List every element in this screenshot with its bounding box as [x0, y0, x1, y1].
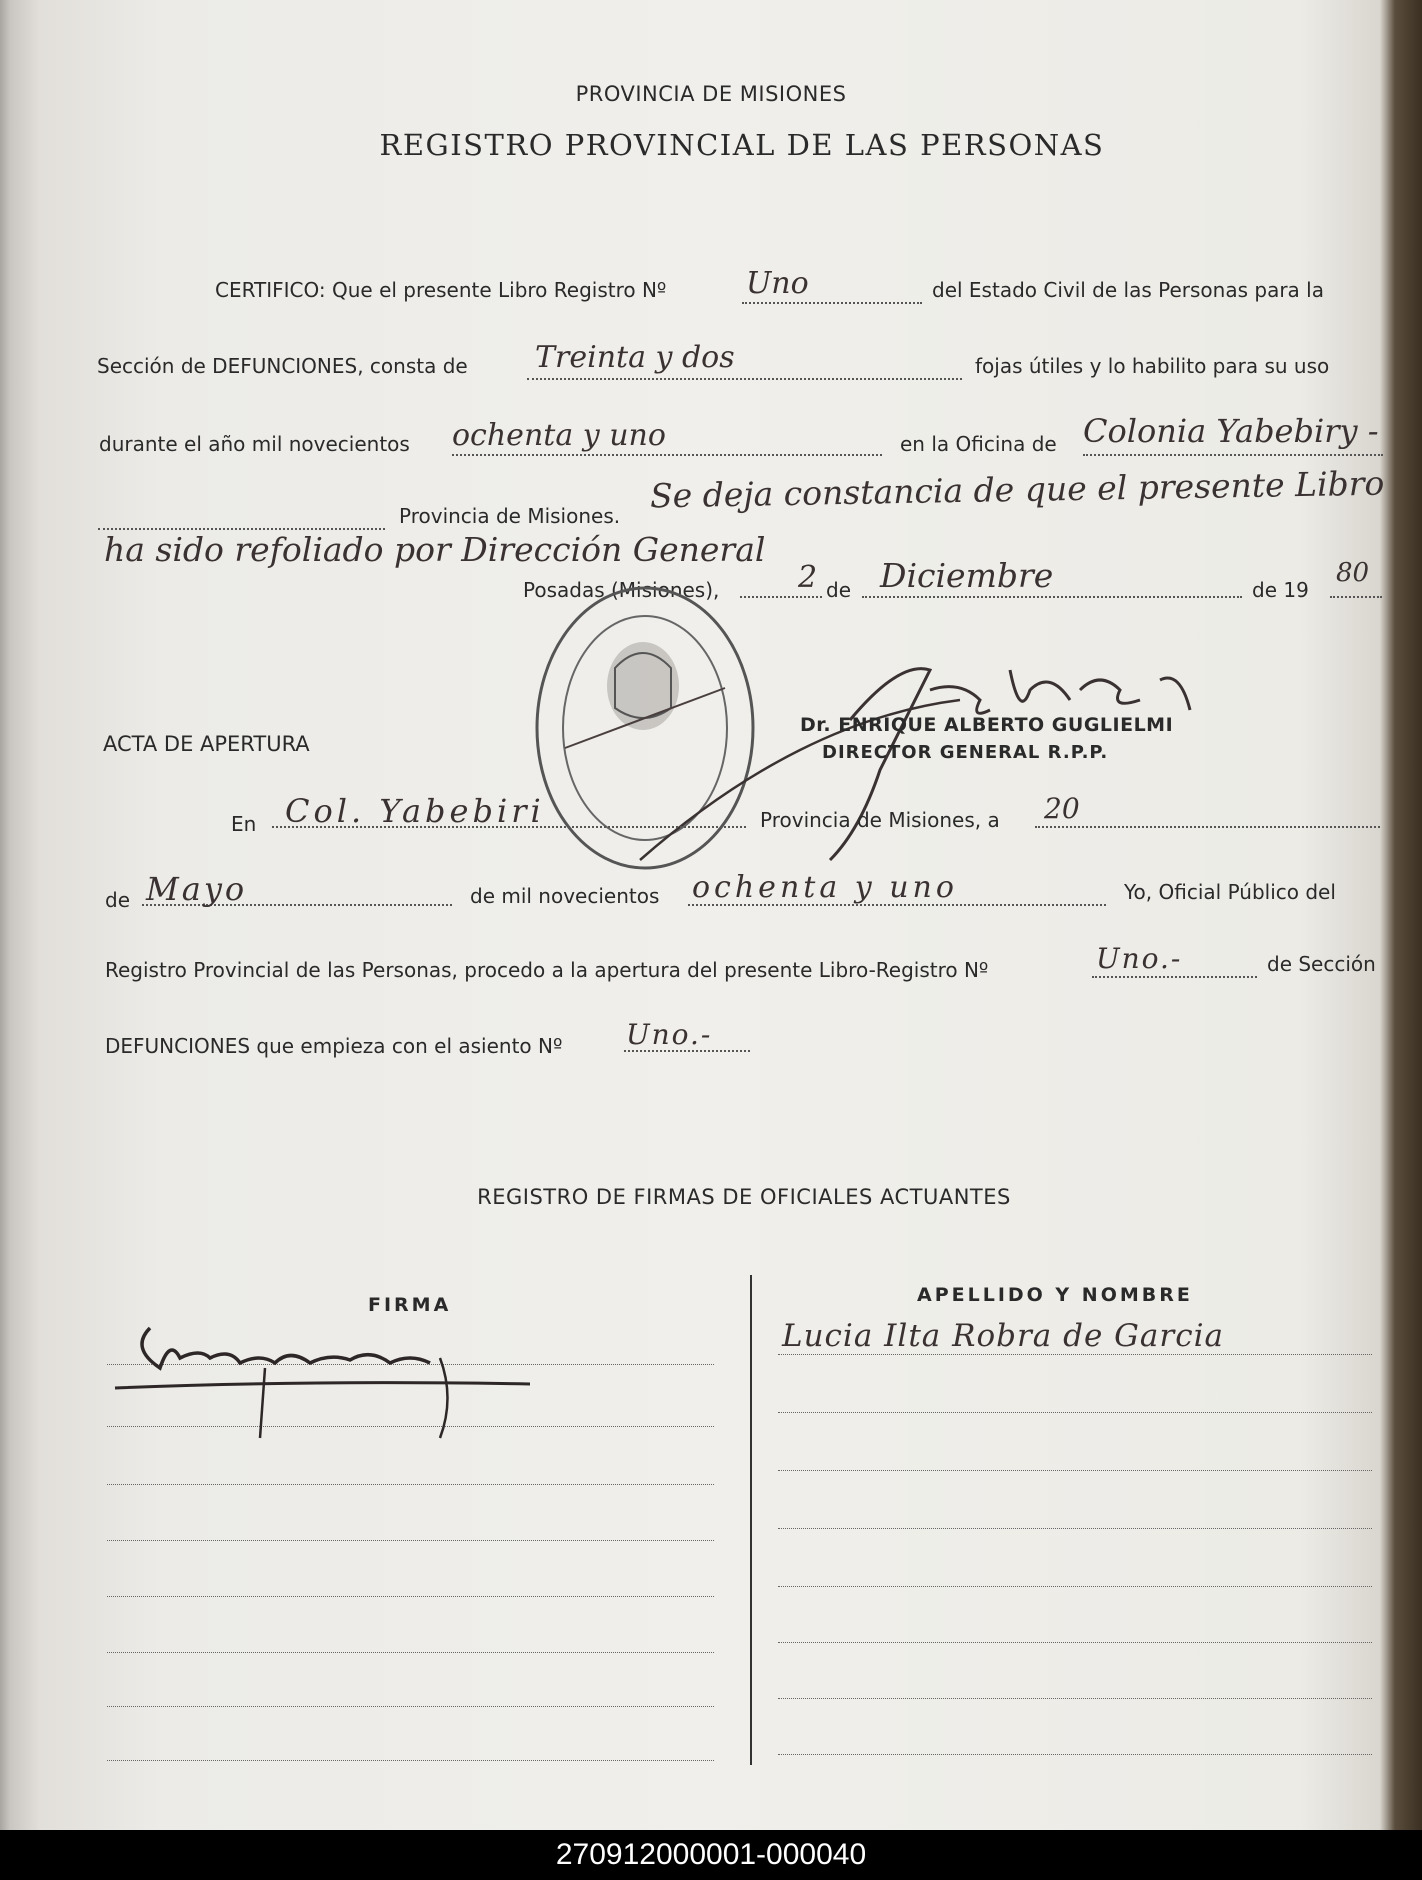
book-number-handwritten: Uno [746, 266, 809, 301]
book-number-line [742, 302, 922, 304]
day-handwritten: 2 [798, 560, 818, 595]
name-line [778, 1470, 1372, 1471]
entry-number-handwritten: Uno.- [626, 1018, 713, 1051]
signature-line [107, 1706, 714, 1707]
col-signature-header: FIRMA [368, 1294, 452, 1316]
name-line [778, 1642, 1372, 1643]
official-name-handwritten: Lucia Ilta Robra de Garcia [782, 1318, 1224, 1354]
name-line [778, 1412, 1372, 1413]
location-handwritten: Col. Yabebiri [285, 792, 545, 830]
note-handwritten-1: Se deja constancia de que el presente Libro [649, 463, 1385, 516]
opening-day-line [1035, 826, 1380, 828]
opening-day-handwritten: 20 [1044, 792, 1080, 825]
signature-line [107, 1652, 714, 1653]
opening-line3-prefix: Registro Provincial de las Personas, procedo a la apertura del presente Libro-Registro Nº [105, 958, 989, 982]
year-words-handwritten: ochenta y uno [452, 418, 666, 453]
col-name-header: APELLIDO Y NOMBRE [917, 1284, 1193, 1306]
registry-heading: REGISTRO PROVINCIAL DE LAS PERSONAS [379, 128, 1105, 162]
cert-line1-prefix: CERTIFICO: Que el presente Libro Registro Nº [215, 278, 667, 302]
image-id-label: 270912000001-000040 [555, 1838, 867, 1871]
cert-line4: Provincia de Misiones. [399, 504, 621, 528]
official-signature [110, 1308, 530, 1448]
opening-line3-suffix: de Sección [1267, 952, 1376, 976]
month-line [862, 596, 1242, 598]
opening-book-handwritten: Uno.- [1096, 942, 1183, 975]
opening-mil: de mil novecientos [470, 884, 660, 908]
de-label-1: de [826, 578, 851, 602]
signatory-name: Dr. ENRIQUE ALBERTO GUGLIELMI [800, 714, 1174, 736]
opening-year-handwritten: ochenta y uno [692, 870, 958, 905]
signatures-heading: REGISTRO DE FIRMAS DE OFICIALES ACTUANTES [477, 1185, 1011, 1209]
opening-en: En [231, 812, 257, 836]
opening-month-handwritten: Mayo [146, 870, 248, 908]
office-handwritten: Colonia Yabebiry - [1083, 412, 1379, 450]
opening-book-line [1092, 976, 1257, 978]
name-line [778, 1698, 1372, 1699]
place-label: Posadas (Misiones), [523, 578, 720, 602]
opening-province-text: Provincia de Misiones, a [760, 808, 1000, 832]
cert-line3-middle: en la Oficina de [900, 432, 1057, 456]
name-line [778, 1528, 1372, 1529]
opening-de: de [105, 888, 130, 912]
year-words-line [452, 454, 882, 456]
opening-line4-prefix: DEFUNCIONES que empieza con el asiento Nº [105, 1034, 563, 1058]
name-line [778, 1754, 1372, 1755]
opening-yo: Yo, Oficial Público del [1124, 880, 1336, 904]
signatory-title: DIRECTOR GENERAL R.P.P. [822, 742, 1109, 763]
image-id-footer [0, 1830, 1422, 1880]
signature-line [107, 1484, 714, 1485]
year-suffix-line [1330, 596, 1382, 598]
cert-line2-prefix: Sección de DEFUNCIONES, consta de [97, 354, 468, 378]
pages-count-handwritten: Treinta y dos [535, 340, 735, 375]
year-prefix-label: de 19 [1252, 578, 1309, 602]
column-divider [750, 1275, 752, 1765]
pages-count-line [527, 378, 962, 380]
signature-line [107, 1760, 714, 1761]
name-line [778, 1586, 1372, 1587]
province-heading: PROVINCIA DE MISIONES [575, 82, 847, 106]
signature-line [107, 1540, 714, 1541]
cert-line2-suffix: fojas útiles y lo habilito para su uso [975, 354, 1330, 378]
year-suffix-handwritten: 80 [1336, 558, 1370, 588]
office-line [1083, 454, 1383, 456]
signature-line [107, 1596, 714, 1597]
cert-line3-prefix: durante el año mil novecientos [99, 432, 410, 456]
note-handwritten-2: ha sido refoliado por Dirección General [104, 530, 766, 569]
name-line [778, 1354, 1372, 1355]
month-handwritten: Diciembre [880, 556, 1054, 595]
cert-line1-suffix: del Estado Civil de las Personas para la [932, 278, 1324, 302]
opening-heading: ACTA DE APERTURA [103, 732, 310, 756]
